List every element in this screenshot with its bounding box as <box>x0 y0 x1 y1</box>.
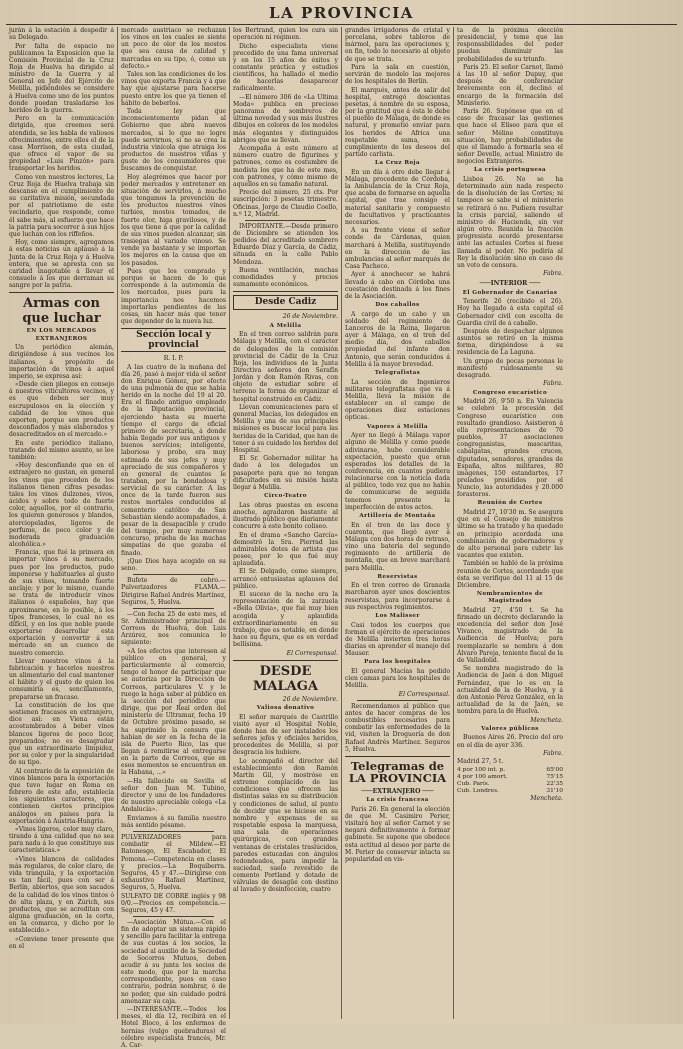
paragraph: —Con fecha 25 de este mes, el Sr. Administrador principal de Correos de Huelva, don Luis Arzúrez, nos comunica lo siguiente: <box>121 610 226 647</box>
divider <box>133 831 214 832</box>
market-value: 22'35 <box>546 780 563 787</box>
paragraph: El marqués, antes de salir del hospital, entregó doscientas pesetas, á nombre de su esposa, por la gratitud que á ésta le debe el pueblo de Málaga, de donde es natural, y prometió enviar para los heridos de Africa una respetable suma, en cumplimiento de los deseos del partido carlista. <box>345 86 450 159</box>
paragraph: Ayer no llegó á Málaga vapor alguno de Melilla y como puede adivinarse, hubo considerable expectación, puesto que eran esperados los detalles de la conferencia, en cuantos pudiera relacionarse con la noticia dada al público, todo vez que no había de comunicarse de seguida tenemos presente la imperfección de estos actos. <box>345 432 450 511</box>
paragraph: «Vinos blancos de calidades más regulares, de color claro, de vida tranquila, y la exportación es tan fácil, pues con ser á Berlín, abiertos, que son sacados de la calidad de los vinos tintos ó de alta plaza, y en Zúrich, sus productos, que se acreditan con alguna graduación, en la corte, en la comarca, y dicho por lo establecido.» <box>9 855 114 935</box>
paragraph: «Desde cien pliegos en consejo á nuestros viticultores vecinos, y es que deben ser muy escrupulosos en la elección y calidad de los vinos que exporten, porque son productos desconfiados y más elaborados y desacreditados en el mercado.» <box>9 381 114 439</box>
paragraph: El suceso de la noche era la representación de la zarzuela «Bella Olivia», que fué muy bien acogida y aplaudida extraordinariamente en su trabajo, que es notable, en donde hace su figura, que es en verdad bellísima. <box>233 591 338 649</box>
paragraph: «Hoy desconfiando que en el extranjero no gustan, en general los vinos que proceden de los italianos tienen cifras pesadas: tales los vinos dulzones, vivos, ácidos y sobre todo de fuerte color, aquellos, por el contrario, los quieren generosos y blandos, aterciopelados, ligeros de perfume, de poco color y de moderada graduación alcohólica.» <box>9 462 114 548</box>
paragraph: Para la sala en cuestión, servirán de modelo las mejores de los hospitales de Berlín. <box>345 63 450 86</box>
divider <box>233 291 338 292</box>
signature: Mencheta. <box>530 716 563 724</box>
paragraph: Lo acompañó el director del establecimiento don Ramón Martín Gil, y mostróse en extremo complacido de las condiciones que ofrecen las distintas salas en su distribución y condiciones de salud, al punto de decidir que se hiciese en su nombre y expensas de su respetable esposa la marquesa, una sala de operaciones quirúrgicas, con grandes ventanas de cristales traslúcidos, paredes estucadas con ángulos redondeados, para impedir la suciedad, suelo revestido de cemento Portland y dotado de válvulas de desagüe con destino al lavado y desinfección, cuatro <box>233 757 338 894</box>
paragraph: Lisboa 26. No se ha determinado aún nada respecto de la disolución de las Cortes; ni tampoco se sabe si el ministerio se retirará ó no. Pudiera resultar la crisis parcial, saliendo el ministro de Hacienda, sin ver algún otro. Reunida la fracción progresista acordó presentarse ante las actuales Cortes si fuese llamada al poder. No pediría al Rey la disolución sino en caso de un voto de censura. <box>457 176 563 269</box>
market-label: 4 por 100 amort. <box>457 773 508 780</box>
paragraph: El Sr. Gobernador militar ha dado á los delegados un pasaporte para que no tengan dificultades en su misión hasta llegar á Melilla. <box>233 455 338 491</box>
column-5 <box>454 27 566 1019</box>
table-row <box>457 781 563 788</box>
market-value: 31'10 <box>546 787 563 794</box>
paragraph: Hoy, como siempre, agregamos á estas noticias un aplauso á la Junta de la Cruz Roja y á Huelva entera, que se apresta con su caridad inagotable á llevar el consuelo á los que derraman su sangre por la patria. <box>9 239 114 290</box>
paragraph: También se habló de la próxima reunión de Cortes, acordando que ésta se verifique del 11 al 15 de Diciembre. <box>457 560 563 589</box>
section-headline: DESDE MALAGA <box>253 663 318 694</box>
dateline: 26 de Noviembre. <box>282 313 338 321</box>
paragraph: Como ven nuestros lectores, La Cruz Roja de Huelva trabaja sin descanso en el cumplimiento de su caritativa misión, secundada por el patriotismo de este vecindario, que responde, como él sabe más, al esfuerzo que hace la patria para socorrer á sus hijos que luchan con los riffeños. <box>9 173 114 238</box>
signature: El Corresponsal. <box>398 690 450 698</box>
section-headline: Sección local y provincial <box>121 328 226 352</box>
subheading: A Melilla <box>269 322 302 329</box>
paragraph: Las obras puestas en escena anoche, agradaron bastante al ilustrado público que diariamente concurre á este bonito coliseo. <box>233 501 338 531</box>
paragraph: Tales son las condiciones de los vinos que exporta Francia y á que hay que ajustarse para hacerse puesto entre los que ya tienen el hábito de beberlos. <box>121 71 226 107</box>
subheading: Artillería de Montaña <box>359 512 436 519</box>
paragraph: París 26. En general la elección de que M. Casimiro Perier, visitará hoy al señor Carnot y se negará definitivamente á formar gabinete. Se supone que obedece esta actitud al deseo por parte de M. Perier de conservar intacta su popularidad en vis- <box>345 805 450 863</box>
advertisement: Recomendamos al público que antes de hacer compras de los combustibles necesarios para combatir las enfermedades de la vid, visiten la Droguería de don Rafael Andrés Martínez. Seguros 5, Huelva. <box>345 702 450 753</box>
table-row <box>457 788 563 795</box>
paragraph: En el drama «Sancho García» demostró la Sra. Pierrad las admirables dotes de artista que posee, por lo que fué muy aplaudida. <box>233 531 338 568</box>
divider <box>245 220 326 221</box>
market-title: Madrid 27, 5 t. <box>457 758 504 766</box>
subheading: Valores públicos <box>481 725 539 732</box>
paragraph: «A los efectos que interesen al público en general, y particularmente al comercio, tengo el honor de participar que se autoriza por la Dirección de Correos, particulares V. y le ruego la haga saber al público en la sección del periódico que dirige, que por Real orden del ministerio de Ultramar, fecha 19 de Octubre próximo pasado, se ha suprimido la censura que habían de ser en la fecha de la isla de Puerto Rico, las que llegan á remitirse al entregarse en la parte de Correos, que en esos momentos se encuentran en la Habana, ...» <box>121 647 226 777</box>
paragraph: Después de despachar algunos asuntos se retiró en la misma forma, dirigiéndose á su residencia de La Laguna. <box>457 328 563 357</box>
paragraph: El Sr. Delgado, como siempre, arrancó entusiastas aplausos del público. <box>233 568 338 590</box>
paragraph: —Asociación Mútua.—Con el fin de adoptar un sistema rápido y sencillo para facilitar la entrega de sus cuotas á los socios, la sociedad al auxilio de la Sociedad de Socorros Mutuos, deben acudir á su junta los socios de este modo, que por la marcha correspondiente, pues en caso contrario, podrán nombrar, ó de no poder, que sin cuidado podrá amenazar su caja. <box>121 919 226 1005</box>
market-label: 4 por 100 int. p. <box>457 766 506 773</box>
advertisement: Bufete de cobro.—Pulverizadores FLAMA.—Dirigirse Rafael Andrés Martínez, Seguros, 5, Huelva. <box>121 577 226 606</box>
section-headline: Telegramas de LA PROVINCIA <box>348 758 447 786</box>
section-subheadline: ─── EXTRANJERO ─── <box>345 788 450 795</box>
article-subheadline: EN LOS MERCADOS EXTRANJEROS <box>26 328 97 342</box>
paragraph: Toda ley que inconscientemente pidan al Gobierno que abra nuevos mercados, si lo que no logre puede servirnos, si no se crea la industria vinícola que atraiga los productos de nuestros viñas y guste de los consumidores que buscamos de conquistar. <box>121 108 226 173</box>
column-1 <box>6 27 118 1019</box>
advertisement: IMPORTANTE.—Desde primero de Diciembre se atienden los pedidos del acreditado sombrero Eduardo Díaz y García, de Cádiz, situada en la calle Pablo Mendoza. <box>233 222 338 266</box>
divider <box>133 916 214 917</box>
table-row <box>457 774 563 781</box>
paragraph: A cargo de un cabo y un soldado del regimiento de Lanceros de la Reina, llegaron ayer á Málaga, en el tren del medio día, dos caballos propiedad del infante don Antonio, que serán conducidos á Melilla á la mayor brevedad. <box>345 310 450 368</box>
paragraph: Un grupo de pocas personas le manifestó ruidosamente su desagrado. <box>457 357 563 380</box>
divider <box>9 292 114 293</box>
subheading: Para los hospitales <box>364 659 431 666</box>
paragraph: Llevar nuestros vinos á la fabricación y hacerlos nuestros un alimentario del cual mantener el hábito y el gusto de quien los consumiría es, sencillamente, prepararse un fracaso. <box>9 657 114 701</box>
masthead <box>6 2 677 25</box>
paragraph: Por falta de espacio no publicamos la Exposición que la Comisión Provincial de la Cruz Roja de Huelva ha dirigido al ministro de la Guerra y al General en Jefe del Ejército de Melilla, pidiéndoles se considere á Huelva como uno de los puntos donde puedan trasladarse los heridos de la guerra. <box>9 42 114 114</box>
paragraph: Dicho especialista viene precedido de una fama universal y en los 15 años de éxitos y constante práctica y estudios científicos, ha hallado el medio de hacerlas desaparecer radicalmente. <box>233 42 338 93</box>
subheading: Vapores á Melilla <box>367 423 428 430</box>
paragraph: Un periódico alemán, dirigiéndose á sus vecinos los italianos, á propósito de importación de vinos á aquel imperio, se expresa así: <box>9 344 114 380</box>
paragraph: Ayer á anochecer se habrá llevado á cabo en Córdoba una cuestación destinada á los fines de la Asociación. <box>345 271 450 300</box>
paragraph: Llevan comunicaciones para el general Macías, los delegados en Melilla y una de sus principales misiones es buscar local para las heridas de la Caridad, que han de tener á su cuidado los heridos del Hospital. <box>233 403 338 454</box>
article-headline: Armas con que luchar <box>22 296 101 327</box>
market-value: 65'00 <box>546 766 563 773</box>
signature: Fabra. <box>543 270 563 278</box>
signature: Fabra. <box>543 380 563 388</box>
signature: Mencheta. <box>530 794 563 802</box>
paragraph: ¡Que Dios haya acogido en su seno. <box>121 557 226 573</box>
paragraph: Pues que los comprado y porque se hacen de lo que corresponde á la autonomía de los mercados, pues para la importancia nos hacemos importarlas pendientes de las cosas, sin hacer más que tener que depender de la nueva luz. <box>121 267 226 325</box>
paragraph: Madrid 27, 4'50 t. Se ha firmado un decreto declarando la excedencia del señor don José Vivanco, magistrado de la Audiencia de Huelva; para reemplazarle se nombra á don Álvaro Pareja, teniente fiscal de la de Valladolid. <box>457 606 563 664</box>
paragraph: El señor marqués de Castrillo visitó ayer el Hospital Noble, donde han de ser instalados los señores jefes y oficiales heridos, procedentes de Melilla, si por desgracia los hubiere. <box>233 713 338 757</box>
paragraph: «Conviene tener presente que en el <box>9 935 114 950</box>
paragraph: La sección de Ingenieros militares telegrafistas que va á Melilla, lleva la misión de establecer en el campo de operaciones diez estaciones ópticas. <box>345 378 450 422</box>
advertisement: PULVERIZADORES para combatir el Mildew.—El Ratonesgo, El Escabador, El Pomona.—Competencia en clases y precios.—La Boquiberra. Seguros, 45 y 47.—Dirigirse con exhaustivo Rafael Martínez, Seguros, 5, Huelva. <box>121 834 226 892</box>
paragraph: París 26. Supónese que en el caso de fracasar las gestiones que hace el Elíseo para que el señor Méline constituya situación, hay probabilidades de que el llamado á formarla sea el señor Develle, actual Ministro de negocios Extranjeros. <box>457 108 563 166</box>
dateline: 26 de Noviembre. <box>282 695 338 703</box>
paragraph: Al contrario de la exposición de vinos blancos para la exportación que tuvo lugar en Roma en febrero de este año, establecía los siguientes caracteres, que contienen ciertos principios análogos en países para la exportación á Austria-Hungría. <box>9 767 114 825</box>
market-table <box>457 767 563 795</box>
signature: Fabra. <box>543 749 563 757</box>
paragraph: los Bertrand, quien los cura sin operación ni régimen. <box>233 27 338 42</box>
paragraph: «Vinos ligeros, color muy claro, tirando á una calidad que no sea para nada á lo que constituye sus características.» <box>9 826 114 855</box>
paragraph: —El número 306 de «La Ultima Moda» publica en precioso panorama de sombreros de última novedad y sus más ilustres dibujos en colores de los modelos más elegantes y distinguidos abrigos que se llevan. <box>233 93 338 144</box>
paragraph: En un día á otro debe llegar á Málaga, procedente de Córdoba, la Ambulancia de la Cruz Roja, que acaba de formarse en aquella capital, que trae consigo el material sanitario y compuesto de facultativos y practicantes necesarios. <box>345 168 450 226</box>
market-label: Cub. París. <box>457 780 490 787</box>
paragraph: Enviamos á su familia nuestro más sentido pésame. <box>121 814 226 829</box>
paragraph: grandes irrigadores de cristal y porcelana, sobre tableros de mármol, para las operaciones y, en fin, todo lo necesario al objeto de que se trata. <box>345 27 450 63</box>
subheading: Valiosa donativo <box>256 704 315 711</box>
market-label: Cub. Londres. <box>457 787 500 794</box>
subheading: Los Malisser <box>375 612 420 619</box>
paragraph: Madrid 27, 10'30 m. Se asegura que en el Consejo de ministros último se ha tratado y ha quedado en principio acordada una combinación de gobernadores y de alto personal para cubrir las vacantes que existen. <box>457 509 563 560</box>
paragraph: En el tren de las doce y cuarenta, que llegó ayer á Málaga con dos horas de retraso, vino una batería del segundo regimiento de artillería de montaña, que en breve marchará para Melilla. <box>345 521 450 572</box>
subheading: Nombramientos de Magistrados <box>476 591 544 605</box>
paragraph: —Ha fallecido en Sevilla el señor don Juan M. Tubino, director y uno de los fundadores de nuestro apreciable colega «La Andalucía». <box>121 777 226 814</box>
column-3 <box>230 27 342 1019</box>
paragraph: R. I. P. <box>163 355 184 363</box>
newspaper-title: LA PROVINCIA <box>269 4 414 22</box>
column-4 <box>342 27 454 1019</box>
subheading: Telegrafistas <box>374 369 421 376</box>
advertisement: Buena ventilación, muchas comodidades y precios sumamente económicos. <box>233 266 338 289</box>
subheading: Reunión de Cortes <box>477 500 543 507</box>
subheading: La crisis francesa <box>366 797 429 804</box>
paragraph: Hoy alegrémos que hacer por poder mercados y entretener en situación de servirlos, á mucho que tengamos la prevención de los productos nuestros vinos turbios, mostos tomados, de fuerte olor, higa gravilosos, y de los que tiene á que por la calidad de sus vinos pueden alcanzar, sin trasiegas al variado vinoso. Se vende ya bastante y se importan los mejores en la causa que en los pasados. <box>121 173 226 267</box>
table-row <box>457 767 563 774</box>
paragraph: ta de la próxima elección presidencial, y teme que las responsabilidades del poder puedan disminuir las probabilidades de su triunfo. <box>457 27 563 63</box>
paragraph: Francia, que fué la primera en importar vinos á su mercado, pues por los productos, pudo imponerse y habituarles al gusto de sus vinos, tomando fuerte anclaje; y por lo mismo, cuando se trata de introducir vinos italianos ó españoles, hay que aproximarse, en lo posible, á los tipos franceses, lo cual no es difícil, y en los que noble puede exportarse desarrollar esta exportación y convertir á un mercado en un cuenco de nuestro comercio. <box>9 549 114 657</box>
columns <box>6 27 678 1049</box>
subheading: La crisis portuguesa <box>474 167 546 174</box>
divider <box>233 660 338 661</box>
section-headline: Desde Cadiz <box>233 295 338 310</box>
paragraph: La constitución de los que sostienen fracasos en extranjero, dice así: en Viena están acostumbrados á beber vinos blancos ligeros de poco licor, preparados; no es desagradar que un extraordinario limpidez, por su color y por la singularidad de su tipo. <box>9 701 114 767</box>
paragraph: Buenos Aires 26. Precio del oro en el día de ayer 336. <box>457 734 563 749</box>
divider <box>345 756 450 757</box>
paragraph: Se nombra magistrado de la Audiencia de Jaén á don Miguel Fernández, que lo es en la actualidad de la de Huelva, y á don Antonio Pérez González, en la actualidad de la de Jaén, se nombra para la de Huelva. <box>457 665 563 716</box>
paragraph: A las cuatro de la mañana del día 26, pasó á mejor vida el señor don Enrique Gómez, por efecto de una pulmonía de que se había herido en la noche del 19 al 20. Era el finado antiguo empleado de la Diputación provincial, ejerciendo hasta su muerte tiempo el cargo de oficial primero de secretaría, á donde había llegado por sus antiguos y buenos servicios; inteligente, laborioso y probo, era muy estimado de sus jefes y muy apreciado de sus compañeros y en general de cuantos le trataban, por la bondadosa y servicial de su carácter. A las once de la tarde fueron sus restos mortales conducidos al cementerio católico de San Sebastián siendo acompañados, á pesar de la desapacible y crudo del tiempo, por muy numeroso concurso, prueba de las muchas simpatías de que gozaba el finado. <box>121 363 226 557</box>
paragraph: Madrid 26, 9'50 n. En Valencia se celebró la procesión del Congreso eucarístico con resultado grandioso. Asistieron á ella representaciones de 70 pueblos, 37 asociaciones congreganistas, mascaritas, cabalgatas, grandes cruces, diputados, senadores, grandes de España, altos militares, 80 imágenes, 150 estandartes, 17 prelados presididos por el Nuncio, las autoridades y 20.000 forasteros. <box>457 398 563 499</box>
subheading: Dos caballos <box>375 302 420 309</box>
paragraph: En este periódico italiano, tratando del mismo asunto, se lee también: <box>9 439 114 461</box>
column-2 <box>118 27 230 1049</box>
paragraph: A su frente viene el señor conde de Cárdenas, quien marchará á Melilla, sustituyendo en la dirección de las ambulancias al señor marqués de Casa Pacheco. <box>345 227 450 271</box>
section-subheadline: ─── INTERIOR ─── <box>457 280 563 287</box>
paragraph: Pero en la comunicación dirigida, que creemos será atendida, se les habla de valiosos ofrecimientos, entre ellos el de la casa Morrison, de esta ciudad, que ofrece el vapor de su propiedad «Luis Pinzón» para transportar los heridos. <box>9 115 114 173</box>
divider <box>357 700 438 701</box>
advertisement: SULFATO DE COBRE inglés y 98 0/0.—Precios en competencia.—Seguros, 45 y 47. <box>121 892 226 914</box>
signature: El Corresponsal. <box>286 649 338 657</box>
paragraph: En el tren correo de Granada marcharon ayer unos doscientos reservistas, para incorporarse á sus respectivos regimientos. <box>345 582 450 611</box>
subheading: Reservistas <box>377 573 418 580</box>
paragraph: Acompaña á este número el número cuatro de figurines y patrones, como es costumbre de modista los que ha de este mes, con patrones, y cómo mismo de aquellos en su tamaño natural. <box>233 145 338 188</box>
subheading: La Cruz Roja <box>375 160 420 167</box>
paragraph: Casi todos los cuerpos que forman el ejército de operaciones de Melilla invierten tres horas diarias en aprender el manejo del Mauser. <box>345 621 450 658</box>
paragraph: En el tren correo saldrán para Málaga y Melilla, con el carácter de delegados de la comisión provincial de Cádiz de la Cruz Roja, los individuos de la Junta Directiva señores don Serafín Jordán y don Ramón Rivas, con objeto de estudiar sobre el terreno la forma de organizar el hospital construido en Cádiz. <box>233 331 338 403</box>
divider <box>133 608 214 609</box>
subheading: El Gobernador de Canarias <box>462 289 558 296</box>
subheading: Congreso eucarístico <box>472 389 548 396</box>
subheading: Circo-Teatro <box>264 493 307 500</box>
paragraph: —INTERESANTE.—Todos los meses, el día 12, recibirá en el Hotel Bloco, á los enfermos de hernias (vulgo quebraduras) el célebre especialista francés, Mr. A. Car- <box>121 1006 226 1049</box>
paragraph: mercado austriaco se rechazan los vinos en los cuales se siente un poco de olor de los mostos que sea causa de calidad y marcadas en su tipo, ó, como un defecto.» <box>121 27 226 70</box>
paragraph: Tenerife 26 (recibido el 26). Hoy ha llegado á esta capital el Gobernador civil con escolta de Guardia civil de á caballo. <box>457 298 563 327</box>
paragraph: París 25. El señor Carnot, llamó á las 10 al señor Dupuy, que después de conferenciar brevemente con él, declinó el encargo de la formación del Ministerio. <box>457 63 563 107</box>
market-value: 75'15 <box>546 773 563 780</box>
divider <box>133 574 214 575</box>
paragraph: jurán á la estación á despedir á su Delegado. <box>9 27 114 42</box>
paragraph: El general Macías ha pedido cien camas para los hospitales de Melilla. <box>345 668 450 690</box>
paragraph: Precio del número, 25 cts. Por suscripción: 3 pesetas trimestre. Oficinas, Jorge de Claudio Coello, n.º 12, Madrid. <box>233 189 338 218</box>
